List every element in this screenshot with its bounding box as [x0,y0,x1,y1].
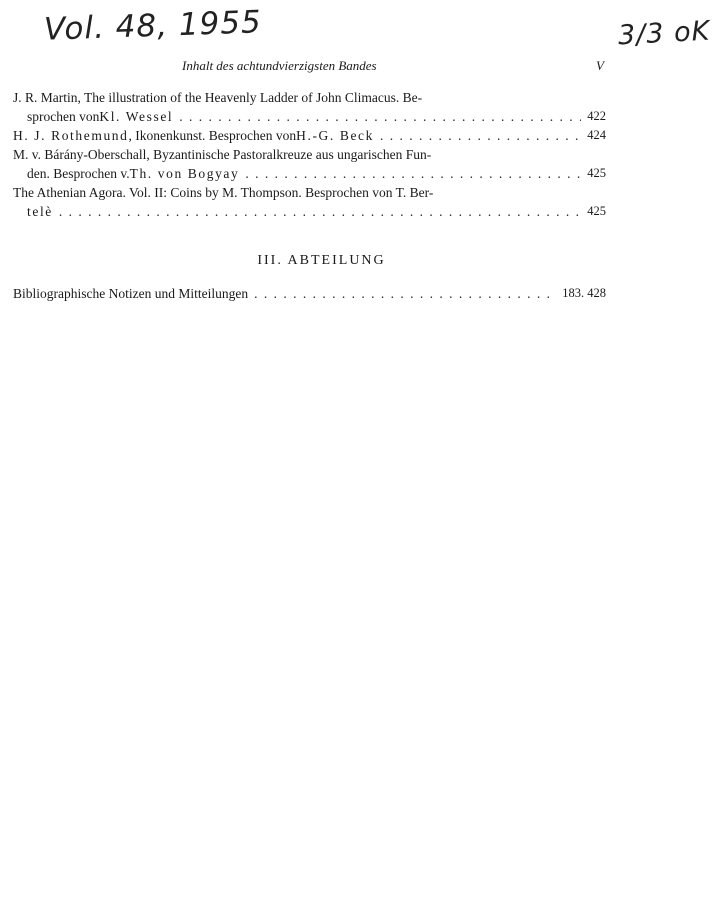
reviewer-name: H.-G. Beck [296,128,374,143]
entry-text: sprochen von [27,109,100,124]
author-name: H. J. Rothemund [13,128,129,143]
entry-line-continued [13,107,606,126]
entry-line [13,126,606,145]
toc-entry-bibliography [13,286,606,302]
entry-text: Bibliographische Notizen und Mitteilungen [13,286,249,301]
page-number: 424 [587,128,606,142]
handwritten-shelf-note: 3/3 oK [617,15,712,52]
leader-dots [179,107,581,126]
toc-entry-barany [13,145,606,183]
page-number: 183. 428 [562,286,606,300]
entry-text: den. Besprochen v. [27,166,130,181]
handwritten-volume-note: Vol. 48, 1955 [43,4,263,48]
leader-dots [380,126,581,145]
toc-entry-martin [13,88,606,126]
toc-entry-agora [13,183,606,221]
entry-line-continued [13,202,606,221]
leader-dots [245,164,581,183]
page-number: 425 [587,166,606,180]
leader-dots [59,202,581,221]
entry-line-continued [13,164,606,183]
entry-line: J. R. Martin, The illustration of the Heavenly Ladder of John Climacus. Be- [13,90,423,105]
running-head-title: Inhalt des achtundvierzigsten Bandes [182,58,377,73]
page-number: 422 [587,109,606,123]
running-head-page: V [596,58,604,73]
page-number: 425 [587,204,606,218]
section-heading: III. ABTEILUNG [257,253,386,268]
entry-text: , Ikonenkunst. Besprochen von [128,128,297,143]
entry-line: M. v. Bárány-Oberschall, Byzantinische Pastoralkreuze aus ungarischen Fun- [13,147,432,162]
entry-line: The Athenian Agora. Vol. II: Coins by M. Thompson. Besprochen von T. Ber- [13,185,434,200]
reviewer-name: Th. von Bogyay [129,166,240,181]
reviewer-name: Kl. Wessel [99,109,174,124]
leader-dots [254,286,556,302]
toc-list [13,88,606,221]
reviewer-name: telè [27,204,53,219]
toc-entry-rothemund [13,126,606,145]
